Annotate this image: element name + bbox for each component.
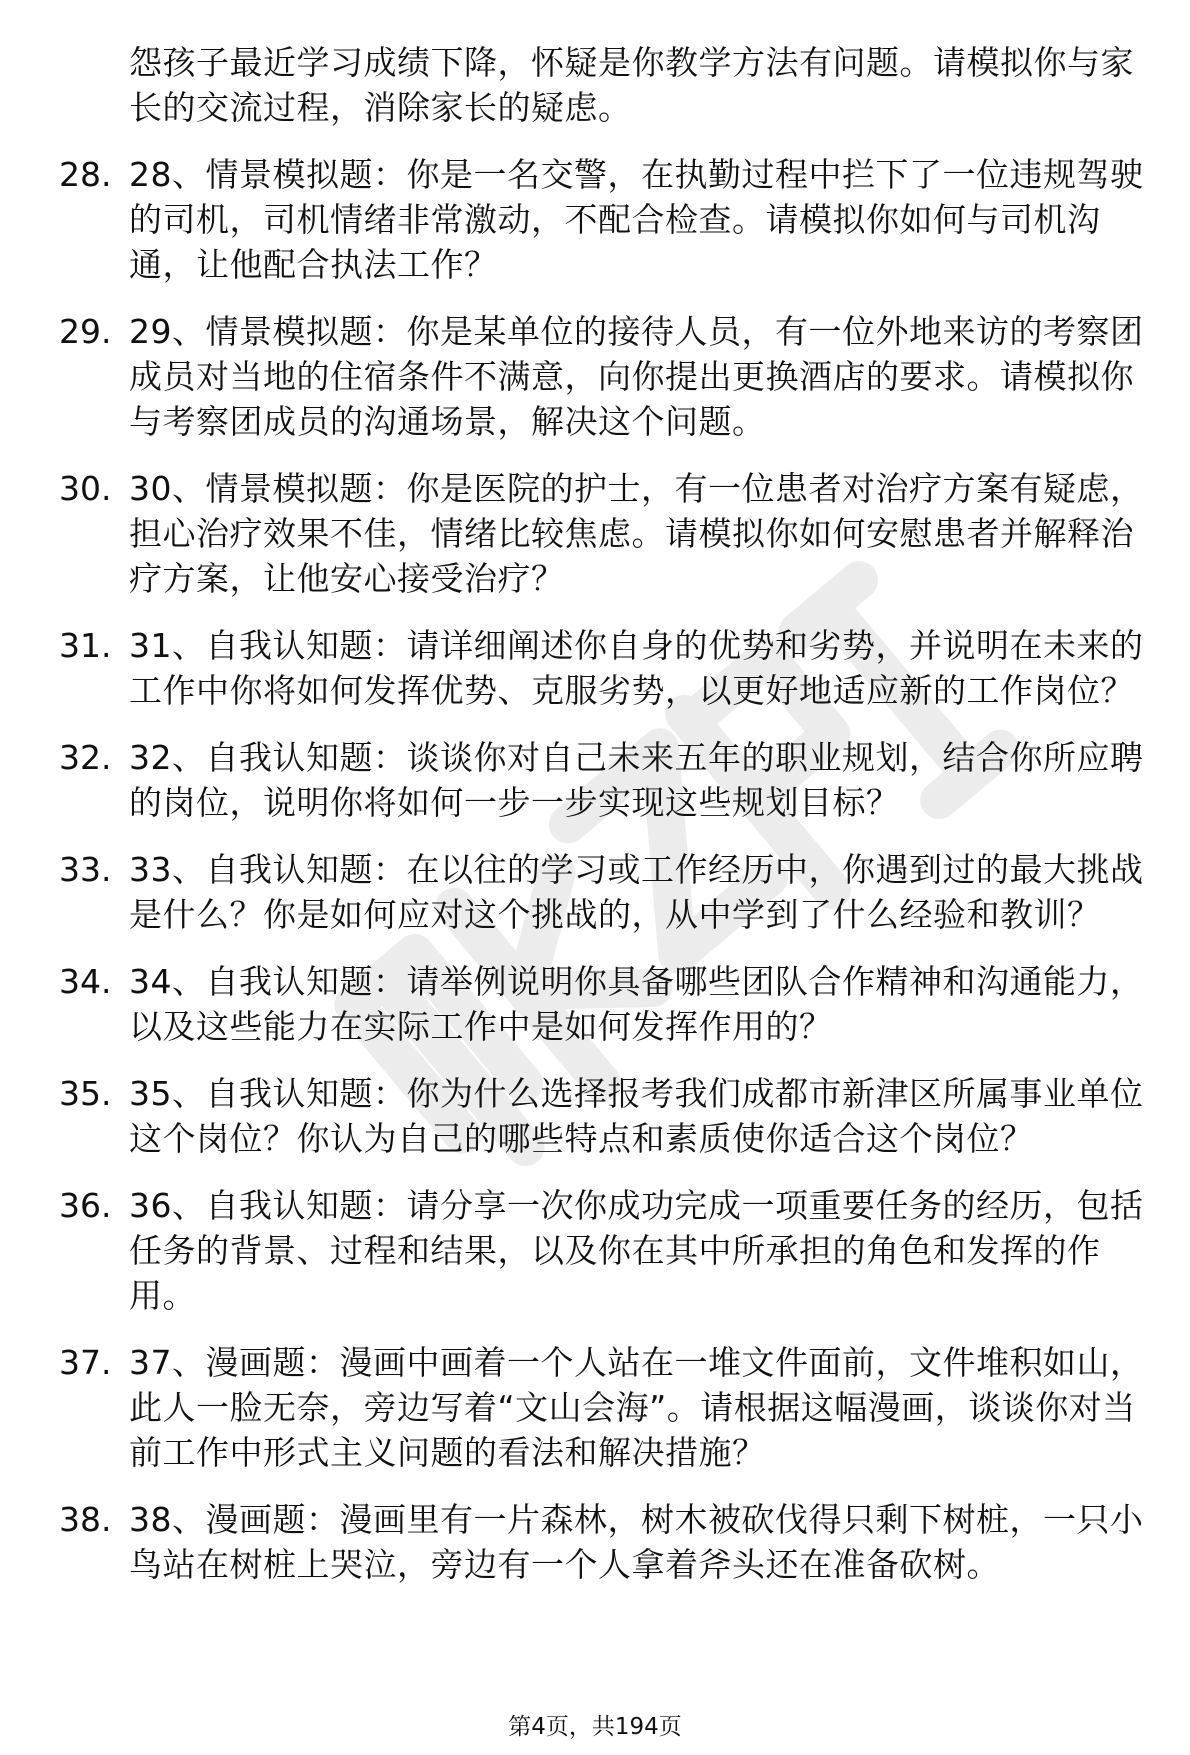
list-item: [0, 959, 1190, 1049]
item-number: 37.: [59, 1343, 112, 1382]
list-item: [0, 847, 1190, 937]
item-text: 29、情景模拟题：你是某单位的接待人员，有一位外地来访的考察团成员对当地的住宿条件不满意，向你提出更换酒店的要求。请模拟你与考察团成员的沟通场景，解决这个问题。: [129, 312, 1144, 441]
list-item: [0, 1497, 1190, 1587]
list-item: [0, 623, 1190, 713]
list-item: [0, 309, 1190, 444]
page-number-footer: 第4页，共194页: [508, 1714, 682, 1740]
item-number: 38.: [59, 1500, 112, 1539]
item-text: 38、漫画题：漫画里有一片森林，树木被砍伐得只剩下树桩，一只小鸟站在树桩上哭泣，旁边有一个人拿着斧头还在准备砍树。: [129, 1500, 1144, 1584]
item-number: 32.: [59, 738, 112, 777]
question-list: [0, 40, 1190, 1609]
item-number: 28.: [59, 155, 112, 194]
list-item: [0, 1183, 1190, 1318]
continued-paragraph: [0, 40, 1190, 130]
list-item: [0, 466, 1190, 601]
continued-text: 怨孩子最近学习成绩下降，怀疑是你教学方法有问题。请模拟你与家长的交流过程，消除家长的疑虑。: [129, 43, 1134, 127]
item-number: 35.: [59, 1074, 112, 1113]
item-text: 36、自我认知题：请分享一次你成功完成一项重要任务的经历，包括任务的背景、过程和结果，以及你在其中所承担的角色和发挥的作用。: [129, 1186, 1144, 1315]
item-number: 30.: [59, 469, 112, 508]
item-text: 35、自我认知题：你为什么选择报考我们成都市新津区所属事业单位这个岗位？你认为自己的哪些特点和素质使你适合这个岗位？: [129, 1074, 1144, 1158]
item-number: 34.: [59, 962, 112, 1001]
list-item: [0, 735, 1190, 825]
list-item: [0, 1340, 1190, 1475]
item-text: 33、自我认知题：在以往的学习或工作经历中，你遇到过的最大挑战是什么？你是如何应对这个挑战的，从中学到了什么经验和教训？: [129, 850, 1144, 934]
item-text: 37、漫画题：漫画中画着一个人站在一堆文件面前，文件堆积如山，此人一脸无奈，旁边写着“文山会海”。请根据这幅漫画，谈谈你对当前工作中形式主义问题的看法和解决措施？: [129, 1343, 1144, 1472]
item-text: 28、情景模拟题：你是一名交警，在执勤过程中拦下了一位违规驾驶的司机，司机情绪非常激动，不配合检查。请模拟你如何与司机沟通，让他配合执法工作？: [129, 155, 1144, 284]
item-number: 36.: [59, 1186, 112, 1225]
item-text: 32、自我认知题：谈谈你对自己未来五年的职业规划，结合你所应聘的岗位，说明你将如何一步一步实现这些规划目标？: [129, 738, 1144, 822]
item-text: 31、自我认知题：请详细阐述你自身的优势和劣势，并说明在未来的工作中你将如何发挥优势、克服劣势，以更好地适应新的工作岗位？: [129, 626, 1144, 710]
item-text: 30、情景模拟题：你是医院的护士，有一位患者对治疗方案有疑虑，担心治疗效果不佳，情绪比较焦虑。请模拟你如何安慰患者并解释治疗方案，让他安心接受治疗？: [129, 469, 1144, 598]
item-number: 29.: [59, 312, 112, 351]
item-number: 31.: [59, 626, 112, 665]
item-number: 33.: [59, 850, 112, 889]
item-text: 34、自我认知题：请举例说明你具备哪些团队合作精神和沟通能力，以及这些能力在实际工作中是如何发挥作用的？: [129, 962, 1144, 1046]
list-item: [0, 1071, 1190, 1161]
list-item: [0, 152, 1190, 287]
